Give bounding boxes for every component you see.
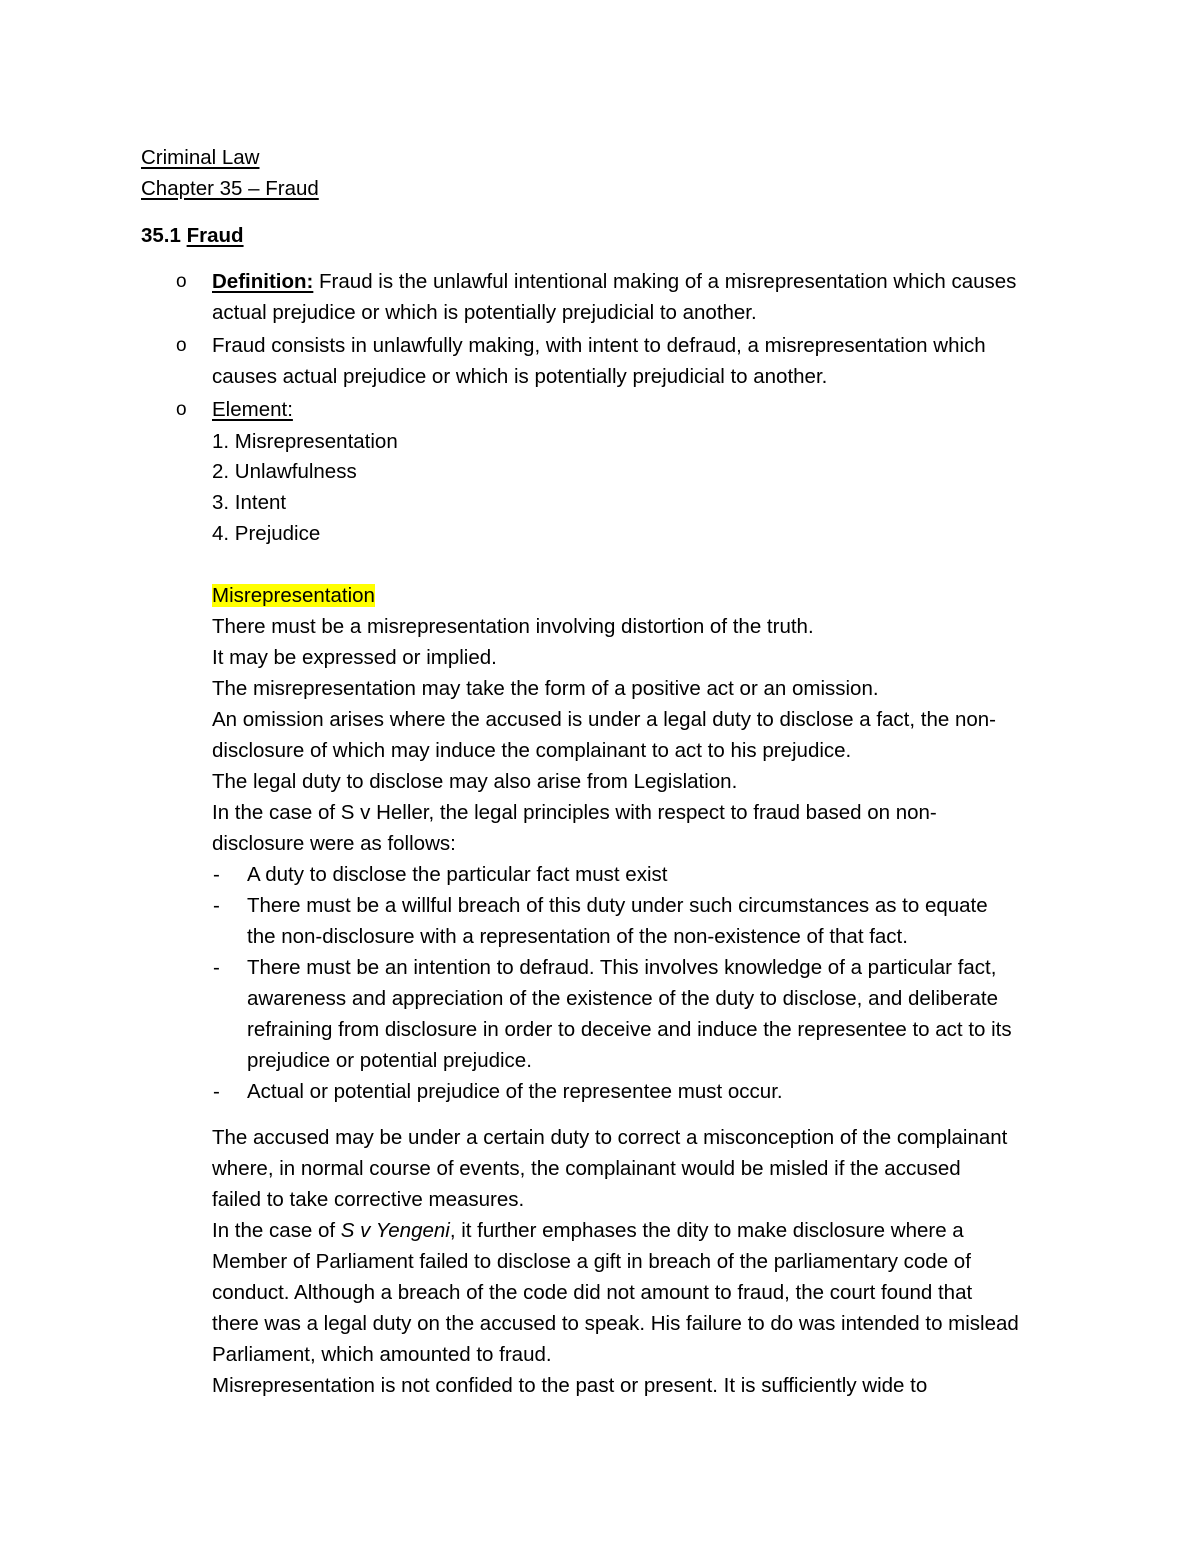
paragraph-line: Misrepresentation is not confided to the past or present. It is sufficiently wide to xyxy=(212,1374,928,1397)
yengeni-rest: , it further emphases the dity to make disclosure where a xyxy=(449,1219,964,1242)
element-item: 3. Intent xyxy=(212,491,287,514)
paragraph-line: In the case of S v Heller, the legal principles with respect to fraud based on non- xyxy=(212,801,937,824)
paragraph-line: The misrepresentation may take the form of a positive act or an omission. xyxy=(212,677,879,700)
bullet-circle-icon: o xyxy=(176,335,187,356)
heller-point: There must be a willful breach of this duty under such circumstances as to equate xyxy=(247,894,988,917)
paragraph-line: Parliament, which amounted to fraud. xyxy=(212,1343,552,1366)
yengeni-line-1 xyxy=(212,1215,964,1246)
paragraph-line: It may be expressed or implied. xyxy=(212,646,497,669)
heller-point: There must be an intention to defraud. This involves knowledge of a particular fact, xyxy=(247,956,997,979)
section-title: Fraud xyxy=(186,224,244,247)
heller-point: prejudice or potential prejudice. xyxy=(247,1049,532,1072)
heller-point: awareness and appreciation of the existence of the duty to disclose, and deliberate xyxy=(247,987,999,1010)
case-name: S v Yengeni xyxy=(340,1219,450,1242)
element-item: 2. Unlawfulness xyxy=(212,460,357,483)
bullet-circle-icon: o xyxy=(176,399,187,420)
paragraph-line: disclosure were as follows: xyxy=(212,832,456,855)
section-heading xyxy=(141,220,244,251)
definition-text: Fraud is the unlawful intentional making of a misrepresentation which causes xyxy=(313,270,1017,293)
heller-point: the non-disclosure with a representation of the non-existence of that fact. xyxy=(247,925,908,948)
heller-point: Actual or potential prejudice of the representee must occur. xyxy=(247,1080,783,1103)
element-item: 1. Misrepresentation xyxy=(212,430,398,453)
course-title: Criminal Law xyxy=(141,146,260,169)
dash-bullet-icon: - xyxy=(213,894,220,917)
paragraph-line: The accused may be under a certain duty to correct a misconception of the complainant xyxy=(212,1126,1008,1149)
misrepresentation-heading xyxy=(212,580,375,611)
paragraph-line: The legal duty to disclose may also arise from Legislation. xyxy=(212,770,738,793)
definition-line-2: actual prejudice or which is potentially prejudicial to another. xyxy=(212,301,757,324)
paragraph-line: there was a legal duty on the accused to speak. His failure to do was intended to mislead xyxy=(212,1312,1019,1335)
dash-bullet-icon: - xyxy=(213,863,220,886)
definition-line-1 xyxy=(212,266,1016,297)
paragraph-line: failed to take corrective measures. xyxy=(212,1188,525,1211)
fraud-consists-line-2: causes actual prejudice or which is potentially prejudicial to another. xyxy=(212,365,828,388)
fraud-consists-line-1: Fraud consists in unlawfully making, with intent to defraud, a misrepresentation which xyxy=(212,334,986,357)
section-number: 35.1 xyxy=(141,224,181,247)
paragraph-line: An omission arises where the accused is under a legal duty to disclose a fact, the non- xyxy=(212,708,996,731)
bullet-circle-icon: o xyxy=(176,271,187,292)
heller-point: refraining from disclosure in order to deceive and induce the representee to act to its xyxy=(247,1018,1012,1041)
paragraph-line: Member of Parliament failed to disclose a gift in breach of the parliamentary code of xyxy=(212,1250,971,1273)
paragraph-line: conduct. Although a breach of the code did not amount to fraud, the court found that xyxy=(212,1281,973,1304)
paragraph-line: disclosure of which may induce the complainant to act to his prejudice. xyxy=(212,739,852,762)
highlighted-heading: Misrepresentation xyxy=(212,584,375,607)
dash-bullet-icon: - xyxy=(213,956,220,979)
paragraph-line: There must be a misrepresentation involving distortion of the truth. xyxy=(212,615,814,638)
definition-label: Definition: xyxy=(212,270,314,293)
element-label: Element: xyxy=(212,398,293,421)
element-item: 4. Prejudice xyxy=(212,522,321,545)
chapter-title: Chapter 35 – Fraud xyxy=(141,177,319,200)
heller-point: A duty to disclose the particular fact must exist xyxy=(247,863,668,886)
paragraph-line: where, in normal course of events, the complainant would be misled if the accused xyxy=(212,1157,961,1180)
dash-bullet-icon: - xyxy=(213,1080,220,1103)
yengeni-prefix: In the case of xyxy=(212,1219,341,1242)
